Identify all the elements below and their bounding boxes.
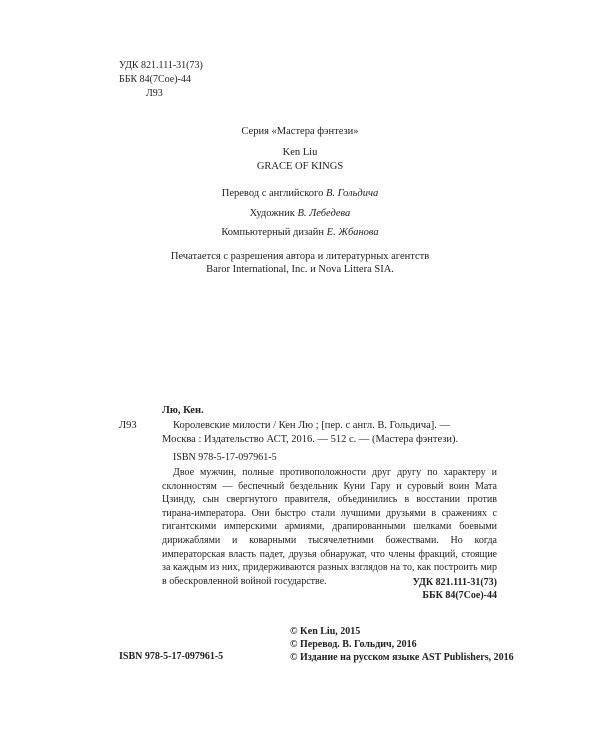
catalog-mark: Л93 xyxy=(119,420,137,431)
translation-credit xyxy=(150,187,450,201)
designer-name: Е. Жбанова xyxy=(326,227,379,238)
artist-credit xyxy=(150,207,450,221)
udk-code-top: УДК 821.111-31(73) xyxy=(119,60,203,71)
translation-label: Перевод с английского xyxy=(221,188,326,199)
copyright-author: © Ken Liu, 2015 xyxy=(290,626,361,637)
bbk-code-bottom: ББК 84(7Сое)-44 xyxy=(422,590,497,601)
annotation-paragraph: Двое мужчин, полные противоположности друг другу по характеру и склонностям — беспечный бездельник Куни Гару и суровый воин Мата Цзинду, сын свергнутого правителя, объединились в восстании против тирана-императора. Они быстро стали лучшими друзьями в сражениях с гигантскими имперскими армиями, драпированными шелками боевыми дирижаблями и коварными тысячелетними божествами. Но когда императорская власть падет, друзья обнаружат, что члены фракций, стоящие за каждым из них, придерживаются разных взглядов на то, как построить мир в обескровленной войной государстве. xyxy=(162,467,497,587)
author-mark-top: Л93 xyxy=(146,88,163,99)
translator-name: В. Гольдича xyxy=(325,188,379,199)
artist-label: Художник xyxy=(249,208,298,219)
udk-code-bottom: УДК 821.111-31(73) xyxy=(412,577,497,588)
design-credit xyxy=(150,226,450,240)
copyright-translation: © Перевод. В. Гольдич, 2016 xyxy=(290,639,417,650)
artist-name: В. Лебедева xyxy=(297,208,351,219)
original-title: GRACE OF KINGS xyxy=(256,161,344,172)
permission-line-1: Печатается с разрешения автора и литературных агентств xyxy=(170,251,430,262)
catalog-isbn: ISBN 978-5-17-097961-5 xyxy=(173,452,277,463)
catalog-line-2: Москва : Издательство АСТ, 2016. — 512 с. — (Мастера фэнтези). xyxy=(162,434,459,445)
isbn-bottom: ISBN 978-5-17-097961-5 xyxy=(119,651,224,662)
series-line: Серия «Мастера фэнтези» xyxy=(241,126,359,137)
permission-line-2: Baror International, Inc. и Nova Littera SIA. xyxy=(206,264,394,275)
bbk-code-top: ББК 84(7Сое)-44 xyxy=(119,74,191,85)
original-author: Ken Liu xyxy=(282,147,318,158)
copyright-edition: © Издание на русском языке AST Publishers, 2016 xyxy=(290,652,514,663)
catalog-author-heading: Лю, Кен. xyxy=(162,405,204,416)
design-label: Компьютерный дизайн xyxy=(221,227,327,238)
catalog-line-1: Королевские милости / Кен Лю ; [пер. с англ. В. Гольдича]. — xyxy=(173,420,451,431)
